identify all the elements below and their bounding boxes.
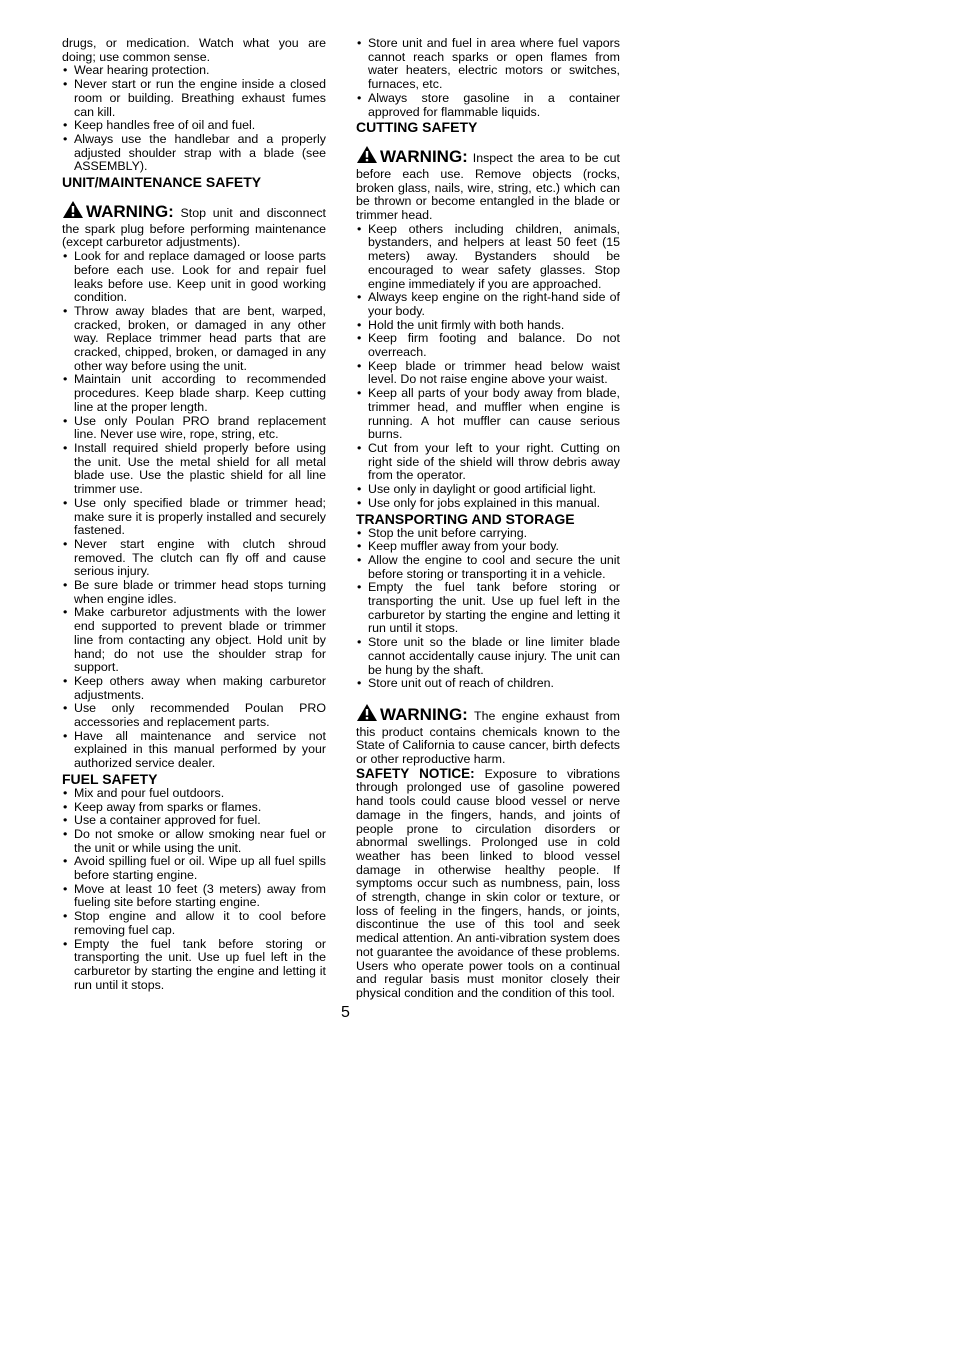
transporting-storage-heading: TRANSPORTING AND STORAGE	[356, 510, 575, 527]
transport-bullet-list	[356, 527, 620, 691]
list-item: • Wear hearing protection.	[62, 64, 326, 78]
maintenance-bullet-list	[62, 250, 326, 771]
list-item: • Keep away from sparks or flames.	[62, 801, 326, 815]
list-item: • Have all maintenance and service not explained in this manual performed by your authorized service dealer.	[62, 730, 326, 771]
warning-text: Inspect the area to be cut before each use. Remove objects (rocks, broken glass, nails, wire, string, etc.) which can be thrown or become entangled in the blade or trimmer head.	[356, 151, 620, 223]
warning-triangle-icon	[356, 703, 378, 726]
list-item: • Look for and replace damaged or loose parts before each use. Look for and repair fuel leaks before use. Keep unit in good working condition.	[62, 250, 326, 305]
list-item: • Use only for jobs explained in this manual.	[356, 497, 620, 511]
cutting-bullet-list	[356, 223, 620, 511]
safety-notice	[356, 767, 620, 1001]
warning-triangle-icon	[62, 200, 84, 223]
list-item: • Use a container approved for fuel.	[62, 814, 326, 828]
list-item: • Keep others including children, animals, bystanders, and helpers at least 50 feet (15 meters) away. Bystanders should be encouraged to wear safety glasses. Stop engine immediately if you are approached.	[356, 223, 620, 292]
unit-maintenance-heading: UNIT/MAINTENANCE SAFETY	[62, 174, 262, 191]
intro-continuation: drugs, or medication. Watch what you are doing; use common sense.	[62, 36, 326, 64]
list-item: • Keep all parts of your body away from blade, trimmer head, and muffler when engine is running. A hot muffler can cause serious burns.	[356, 387, 620, 442]
list-item: • Maintain unit according to recommended procedures. Keep blade sharp. Keep cutting line at the proper length.	[62, 373, 326, 414]
list-item: • Use only recommended Poulan PRO accessories and replacement parts.	[62, 702, 326, 729]
list-item: • Be sure blade or trimmer head stops turning when engine idles.	[62, 579, 326, 606]
list-item: • Always store gasoline in a container approved for flammable liquids.	[356, 92, 620, 119]
warning-text: The engine exhaust from this product contains chemicals known to the State of California to cause cancer, birth defects or other reproductive harm.	[356, 708, 620, 767]
list-item: • Keep blade or trimmer head below waist level. Do not raise engine above your waist.	[356, 360, 620, 387]
warning-label: WARNING:	[380, 704, 468, 724]
list-item: • Make carburetor adjustments with the lower end supported to prevent blade or trimmer line from contacting any object. Hold unit by hand; do not use the shoulder strap for support.	[62, 606, 326, 675]
list-item: • Throw away blades that are bent, warped, cracked, broken, or damaged in any other way. Replace trimmer head parts that are cracked, chipped, broken, or damaged in any other way before using the unit.	[62, 305, 326, 374]
safety-notice-text: Exposure to vibrations through prolonged use of gasoline powered hand tools could cause blood vessel or nerve damage in the fingers, hands, and joints of people prone to circulation disorders or abnormal swellings. Prolonged use in cold weather has been linked to blood vessel damage in otherwise healthy people. If symptoms occur such as numbness, pain, loss of strength, change in skin color or texture, or loss of feeling in the fingers, hands, or joints, discontinue the use of this tool and seek medical attention. An anti-vibration system does not guarantee the avoidance of these problems. Users who operate power tools on a continual and regular basis must monitor closely their physical condition and the condition of this tool.	[356, 766, 620, 1000]
list-item: • Stop engine and allow it to cool before removing fuel cap.	[62, 910, 326, 937]
list-item: • Keep handles free of oil and fuel.	[62, 119, 326, 133]
maintenance-warning	[62, 200, 326, 250]
fuel-safety-heading: FUEL SAFETY	[62, 770, 158, 787]
fuel-continued-bullet-list	[356, 37, 620, 119]
list-item: • Allow the engine to cool and secure the unit before storing or transporting it in a vehicle.	[356, 554, 620, 581]
warning-label: WARNING:	[380, 147, 468, 167]
list-item: • Empty the fuel tank before storing or transporting the unit. Use up fuel left in the carburetor by starting the engine and letting it run until it stops.	[62, 938, 326, 993]
list-item: • Hold the unit firmly with both hands.	[356, 319, 620, 333]
list-item: • Store unit out of reach of children.	[356, 677, 620, 691]
list-item: • Always keep engine on the right-hand side of your body.	[356, 291, 620, 318]
list-item: • Use only Poulan PRO brand replacement line. Never use wire, rope, string, etc.	[62, 415, 326, 442]
warning-triangle-icon	[356, 145, 378, 168]
list-item: • Keep muffler away from your body.	[356, 540, 620, 554]
left-column	[62, 37, 326, 992]
page-number: 5	[341, 1004, 350, 1021]
list-item: • Install required shield properly before using the unit. Use the metal shield for all metal blade use. Use the plastic shield for all line trimmer use.	[62, 442, 326, 497]
fuel-bullet-list	[62, 787, 326, 993]
cutting-warning	[356, 145, 620, 223]
intro-bullet-list	[62, 64, 326, 174]
list-item: • Avoid spilling fuel or oil. Wipe up all fuel spills before starting engine.	[62, 855, 326, 882]
list-item: • Always use the handlebar and a properly adjusted shoulder strap with a blade (see ASSEMBLY).	[62, 133, 326, 174]
list-item: • Mix and pour fuel outdoors.	[62, 787, 326, 801]
exhaust-warning	[356, 703, 620, 767]
list-item: • Store unit and fuel in area where fuel vapors cannot reach sparks or open flames from water heaters, electric motors or switches, furnaces, etc.	[356, 37, 620, 92]
list-item: • Do not smoke or allow smoking near fuel or the unit or while using the unit.	[62, 828, 326, 855]
list-item: • Use only in daylight or good artificial light.	[356, 483, 620, 497]
cutting-safety-heading: CUTTING SAFETY	[356, 119, 478, 136]
list-item: • Keep others away when making carburetor adjustments.	[62, 675, 326, 702]
warning-text: Stop unit and disconnect the spark plug before performing maintenance (except carburetor adjustments).	[62, 206, 326, 250]
list-item: • Never start engine with clutch shroud removed. The clutch can fly off and cause serious injury.	[62, 538, 326, 579]
safety-notice-label: SAFETY NOTICE:	[356, 765, 475, 781]
list-item: • Use only specified blade or trimmer head; make sure it is properly installed and securely fastened.	[62, 497, 326, 538]
warning-label: WARNING:	[86, 202, 174, 222]
list-item: • Move at least 10 feet (3 meters) away from fueling site before starting engine.	[62, 883, 326, 910]
right-column	[356, 37, 620, 1001]
list-item: • Store unit so the blade or line limiter blade cannot accidentally cause injury. The unit can be hung by the shaft.	[356, 636, 620, 677]
list-item: • Never start or run the engine inside a closed room or building. Breathing exhaust fumes can kill.	[62, 78, 326, 119]
list-item: • Keep firm footing and balance. Do not overreach.	[356, 332, 620, 359]
list-item: • Stop the unit before carrying.	[356, 527, 620, 541]
list-item: • Cut from your left to your right. Cutting on right side of the shield will throw debris away from the operator.	[356, 442, 620, 483]
list-item: • Empty the fuel tank before storing or transporting the unit. Use up fuel left in the carburetor by starting the engine and letting it run until it stops.	[356, 581, 620, 636]
